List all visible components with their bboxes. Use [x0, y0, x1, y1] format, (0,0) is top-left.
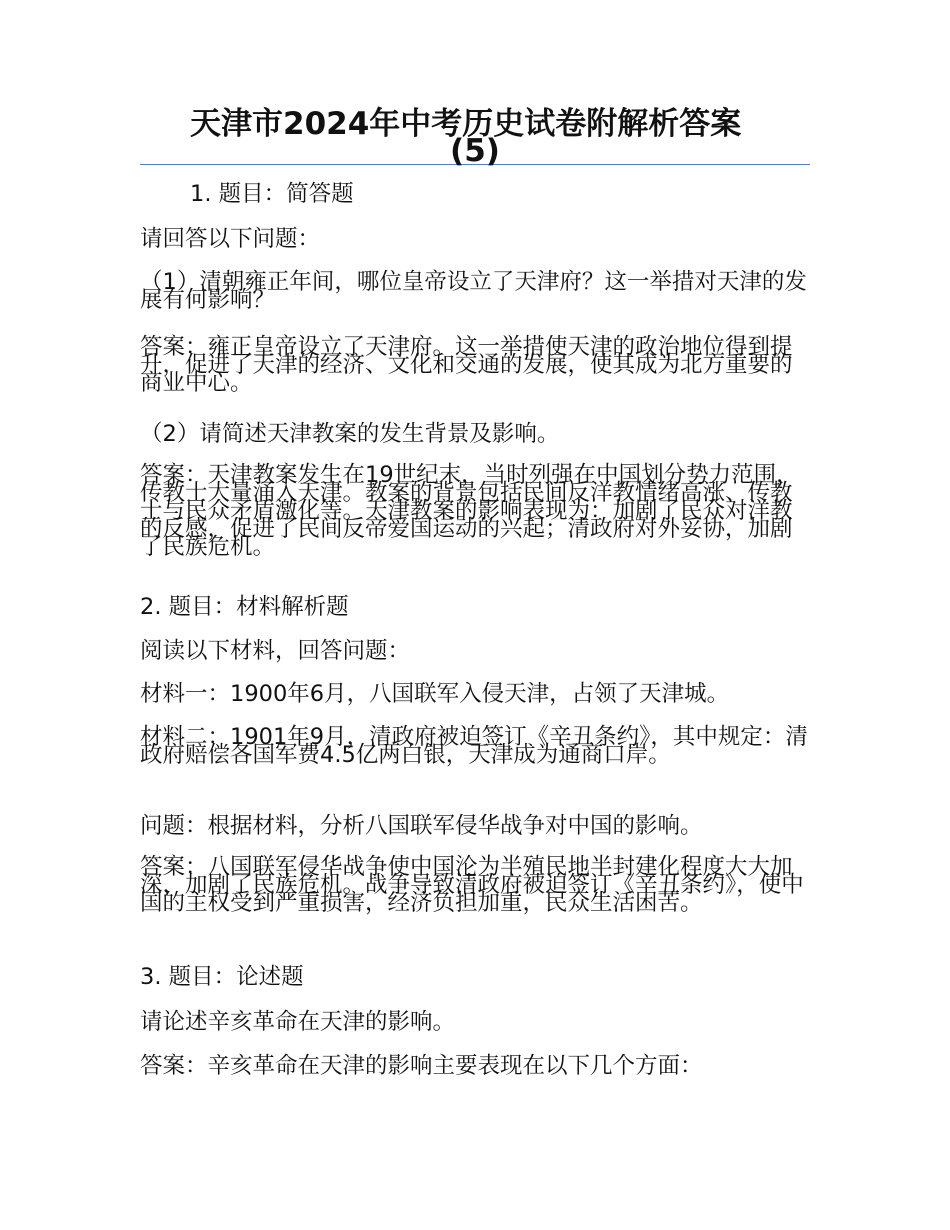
- q2-question: 问题：根据材料，分析八国联军侵华战争对中国的影响。: [140, 813, 703, 839]
- q3-answer-intro: 答案：辛亥革命在天津的影响主要表现在以下几个方面：: [140, 1053, 703, 1079]
- title-suffix: (5): [450, 133, 500, 169]
- title-main: 天津市2024年中考历史试卷附解析答案: [190, 106, 742, 142]
- q2-heading: 2. 题目：材料解析题: [140, 594, 349, 620]
- q1-heading: 1. 题目：简答题: [190, 181, 354, 207]
- q1-sub2-answer: 答案：天津教案发生在19世纪末，当时列强在中国划分势力范围，传教士大量涌入天津。教案的背景包括民间反洋教情绪高涨、传教士与民众矛盾激化等。天津教案的影响表现为：加剧了民众对洋教的反感，促进了民间反帝爱国运动的兴起；清政府对外妥协，加剧了民族危机。: [140, 462, 799, 560]
- q2-material1: 材料一：1900年6月，八国联军入侵天津，占领了天津城。: [140, 681, 730, 707]
- q2-answer: 答案：八国联军侵华战争使中国沦为半殖民地半封建化程度大大加深，加剧了民族危机。战争导致清政府被迫签订《辛丑条约》，使中国的主权受到严重损害，经济负担加重，民众生活困苦。: [140, 854, 804, 916]
- q2-material2: 材料二：1901年9月，清政府被迫签订《辛丑条约》，其中规定：清政府赔偿各国军费4.5亿两白银，天津成为通商口岸。: [140, 724, 808, 768]
- q3-prompt: 请论述辛亥革命在天津的影响。: [140, 1009, 456, 1035]
- q1-sub1-answer: 答案：雍正皇帝设立了天津府。这一举措使天津的政治地位得到提升，促进了天津的经济、文化和交通的发展，使其成为北方重要的商业中心。: [140, 334, 793, 396]
- q1-sub1-question: （1）清朝雍正年间，哪位皇帝设立了天津府？这一举措对天津的发展有何影响？: [140, 269, 807, 313]
- q2-prompt: 阅读以下材料，回答问题：: [140, 638, 411, 664]
- q1-sub2-question: （2）请简述天津教案的发生背景及影响。: [140, 421, 560, 447]
- document-title: [140, 104, 810, 169]
- q3-heading: 3. 题目：论述题: [140, 964, 304, 990]
- q1-prompt: 请回答以下问题：: [140, 226, 321, 252]
